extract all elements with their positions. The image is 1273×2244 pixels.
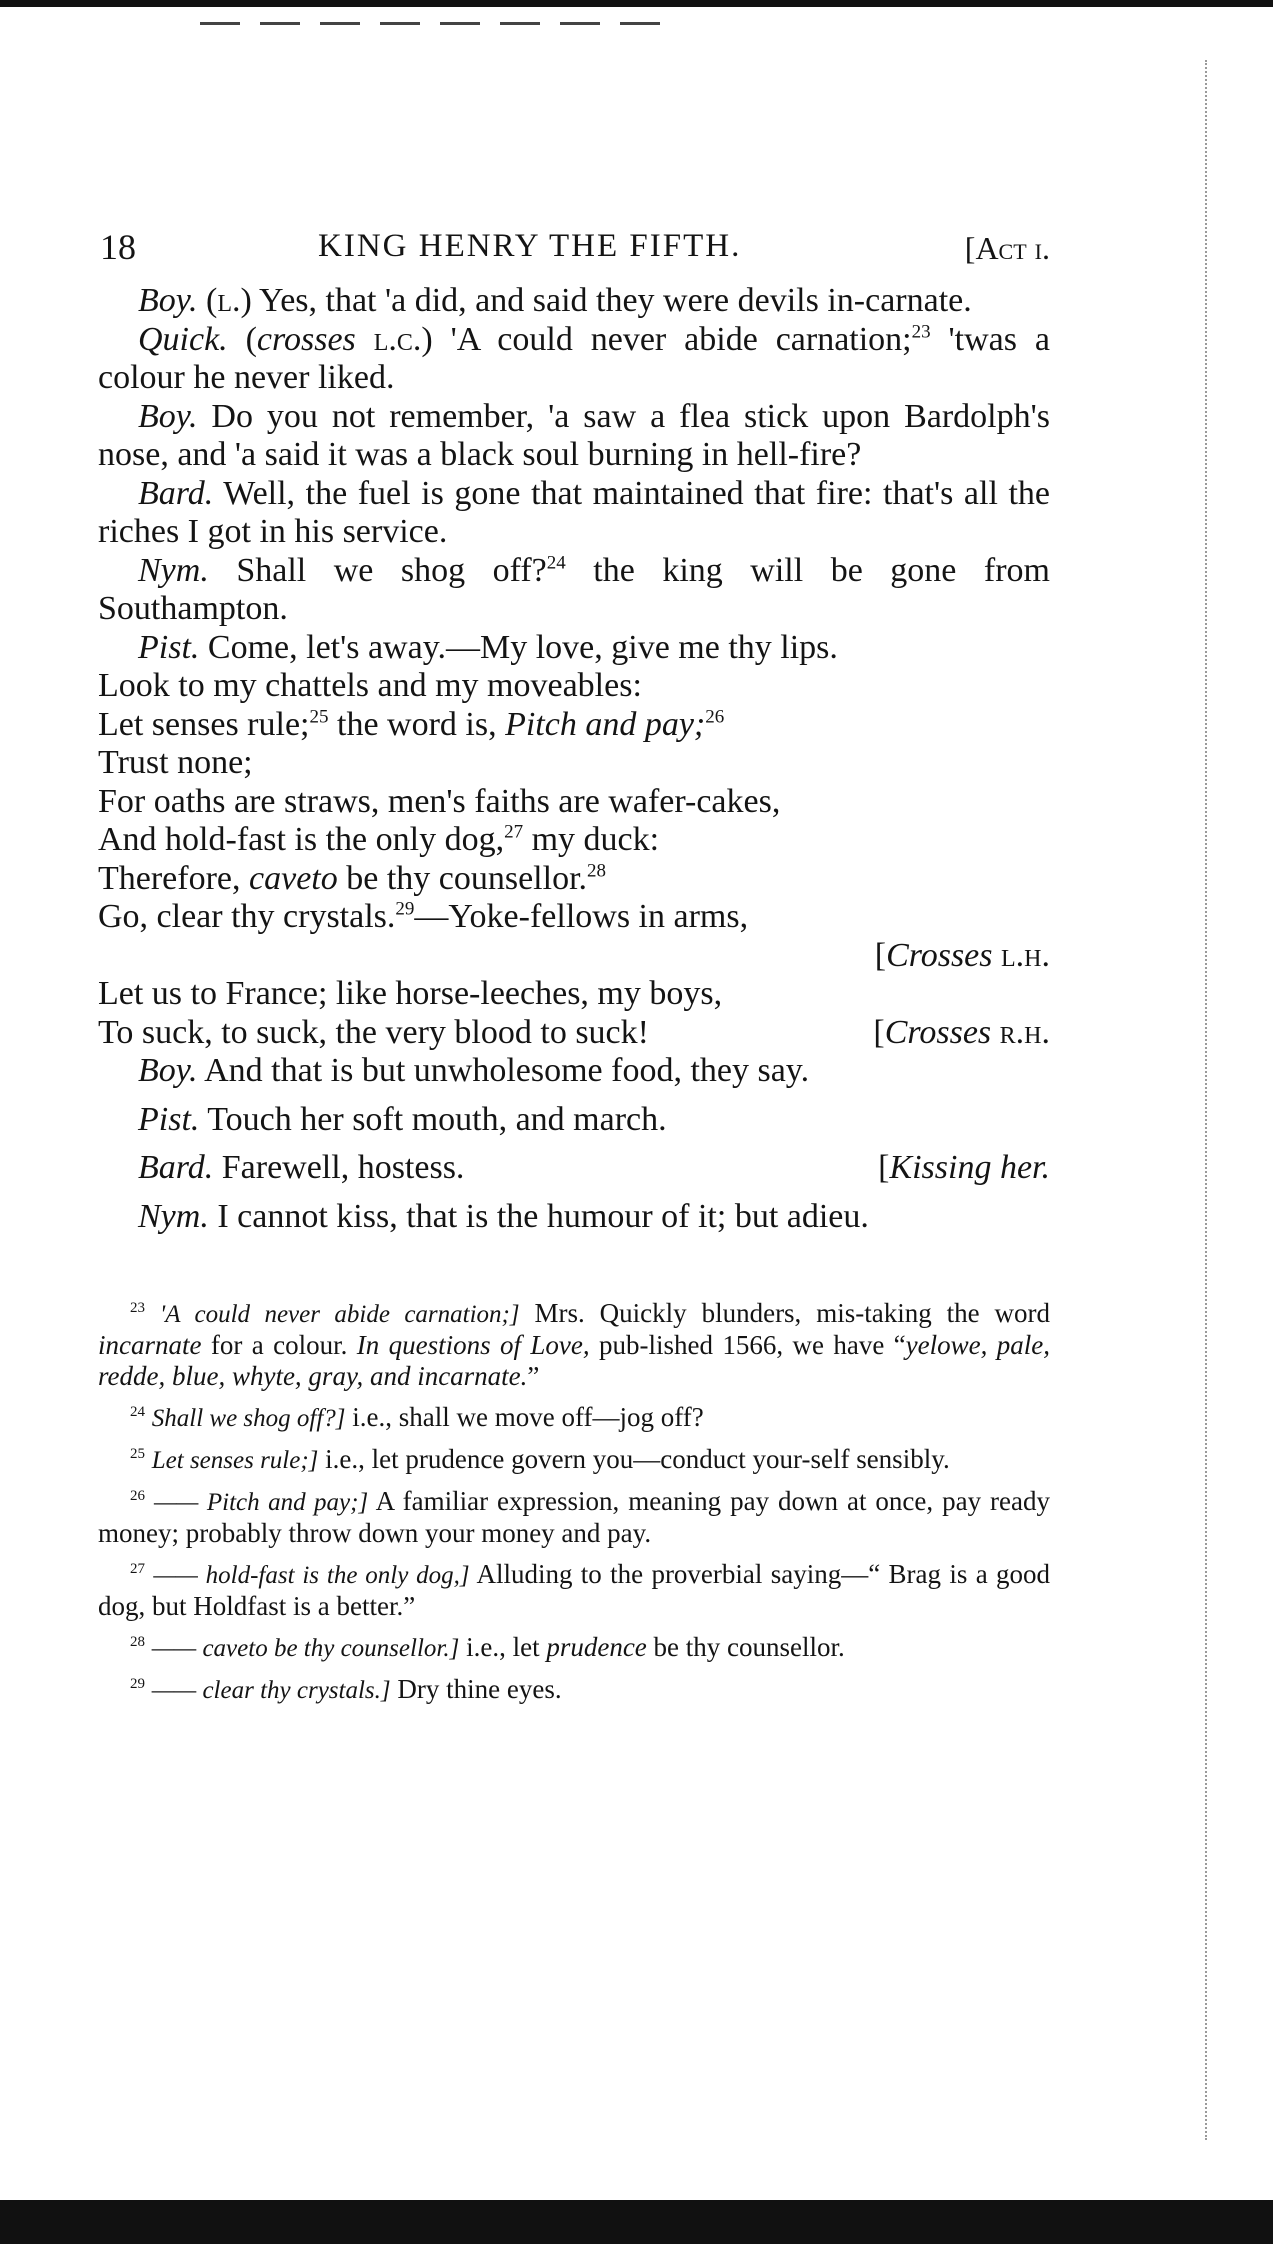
verse-line: And hold-fast is the only dog,$^{27}$ my duck:: [98, 821, 660, 858]
stage-direction: [Kissing her.: [878, 1149, 1050, 1186]
book-page: [98, 226, 1050, 1716]
stage-direction: [Crosses r.h.: [873, 1013, 1050, 1051]
footnote-24: $^{24}$ Shall we shog off?] i.e., shall we move off—jog off?: [130, 1402, 704, 1432]
speech-nym-1: Nym. Shall we shog off?$^{24}$ the king will be gone from Southampton.: [98, 551, 1051, 627]
speech-boy-2: Boy. Do you not remember, 'a saw a flea stick upon Bardolph's nose, and 'a said it was a black soul burning in hell-fire?: [98, 397, 1050, 473]
verse-line: Trust none;: [98, 744, 253, 781]
speech-pist-1: Pist. Come, let's away.—My love, give me thy lips.: [138, 628, 838, 666]
speech-nym-2: Nym. I cannot kiss, that is the humour of it; but adieu.: [138, 1197, 869, 1235]
speech-bard-2: Bard. Farewell, hostess. [Kissing her.: [138, 1149, 1050, 1186]
verse-line: Look to my chattels and my moveables:: [98, 667, 642, 704]
footnote-ref: 23: [911, 321, 931, 343]
stage-direction: [Crosses l.h.: [874, 936, 1050, 974]
speech-quick: Quick. (crosses l.c.) 'A could never abide carnation;$^{23}$ 'twas a colour he never liked.: [98, 320, 1050, 396]
running-header: [98, 226, 1050, 276]
footnote-27: $^{27}$ —— hold-fast is the only dog,] Alluding to the proverbial saying—“ Brag is a good dog, but Holdfast is a better.”: [98, 1559, 1051, 1621]
speech-pist-2: Pist. Touch her soft mouth, and march.: [138, 1100, 667, 1138]
verse-line: Let us to France; like horse-leeches, my boys,: [98, 975, 723, 1012]
speech-bard-1: Bard. Well, the fuel is gone that maintained that fire: that's all the riches I got in his service.: [98, 474, 1050, 550]
speech-boy-3: Boy. And that is but unwholesome food, they say.: [138, 1052, 810, 1089]
verse-line: Go, clear thy crystals.$^{29}$—Yoke-fellows in arms,: [98, 898, 749, 935]
footnotes: [98, 1298, 1050, 1706]
footnote-28: $^{28}$ —— caveto be thy counsellor.] i.e., let prudence be thy counsellor.: [130, 1632, 845, 1662]
top-dashed-rule: [200, 22, 680, 25]
verse-line: To suck, to suck, the very blood to suck! [Crosses r.h.: [98, 1013, 1050, 1051]
speech-boy-1: Boy. (l.) Yes, that 'a did, and said they were devils in-carnate.: [138, 282, 972, 319]
footnote-ref: 24: [546, 552, 566, 574]
act-label: [Act i.: [964, 230, 1050, 266]
verse-line: Let senses rule;$^{25}$ the word is, Pitch and pay;$^{26}$: [98, 705, 725, 743]
footnote-25: $^{25}$ Let senses rule;] i.e., let prudence govern you—conduct your-self sensibly.: [130, 1444, 950, 1474]
bottom-edge-rule: [0, 2200, 1273, 2244]
running-title: KING HENRY THE FIFTH.: [318, 228, 742, 264]
footnote-23: $^{23}$ 'A could never abide carnation;] Mrs. Quickly blunders, mis-taking the word incarnate for a colour. In questions of Love, pub-lished 1566, we have “yelowe, pale, redde, blue, whyte, gray, and incarnate.”: [98, 1298, 1051, 1391]
margin-specks: [1205, 60, 1227, 2140]
play-text: [98, 282, 1050, 1236]
verse-line: Therefore, caveto be thy counsellor.$^{28}$: [98, 859, 607, 897]
top-edge-rule: [0, 0, 1273, 7]
footnote-29: $^{29}$ —— clear thy crystals.] Dry thine eyes.: [130, 1674, 562, 1704]
page-number: 18: [100, 227, 136, 267]
verse-line: For oaths are straws, men's faiths are wafer-cakes,: [98, 782, 781, 820]
footnote-26: $^{26}$ —— Pitch and pay;] A familiar expression, meaning pay down at once, pay ready money; probably throw down your money and pay.: [98, 1486, 1050, 1548]
